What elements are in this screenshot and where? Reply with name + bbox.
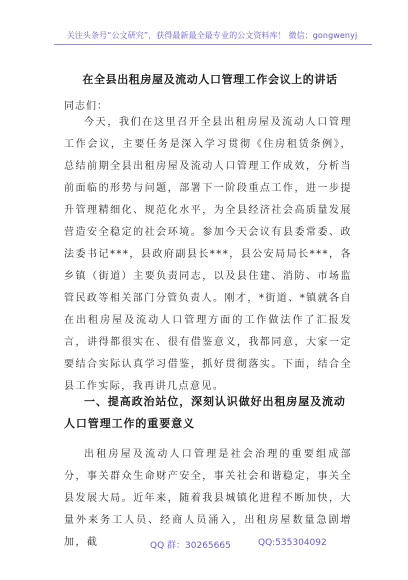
salutation: 同志们： [64,101,108,112]
section-heading: 一、提高政治站位，深刻认识做好出租房屋及流动人口管理工作的重要意义 [64,395,346,430]
footer-qq-number: QQ:535304092 [258,538,327,548]
document-title: 在全县出租房屋及流动人口管理工作会议上的讲话 [82,73,338,86]
paragraph-intro: 今天，我们在这里召开全县出租房屋及流动人口管理工作会议，主要任务是深入学习贯彻《住房租赁条例》，总结前期全县出租房屋及流动人口管理工作成效，分析当前面临的形势与问题，部署下一阶段重点工作，进一步提升管理精细化、规范化水平，为全县经济社会高质量发展营造安全稳定的社会环境。参加今天会议有县委常委、政法委书记***，县政府副县长***，县公安局局长***，各乡镇（街道）主要负责同志，以及县住建、消防、市场监管民政等相关部门分管负责人。刚才，*街道、*镇就各自在出租房屋及流动人口管理方面的工作做法作了汇报发言，讲得都很实在、很有借鉴意义，我都同意，大家一定要结合实际认真学习借鉴，抓好贯彻落实。下面，结合全县工作实际，我再讲几点意见。 [64,117,352,392]
footer-qq-group: QQ 群：30265665 [150,541,231,551]
paragraph-section-one: 出租房屋及流动人口管理是社会治理的重要组成部分，事关群众生命财产安全，事关社会和谐稳定，事关全县发展大局。近年来，随着我县城镇化进程不断加快，大量外来务工人员、经商人员涌入，出租房屋数量急剧增加，截 [64,449,352,548]
header-note: 关注头条号“公文研究”，获得最新最全最专业的公文资料库！ 微信：gongwenyj [66,31,358,40]
header-divider [54,44,372,45]
